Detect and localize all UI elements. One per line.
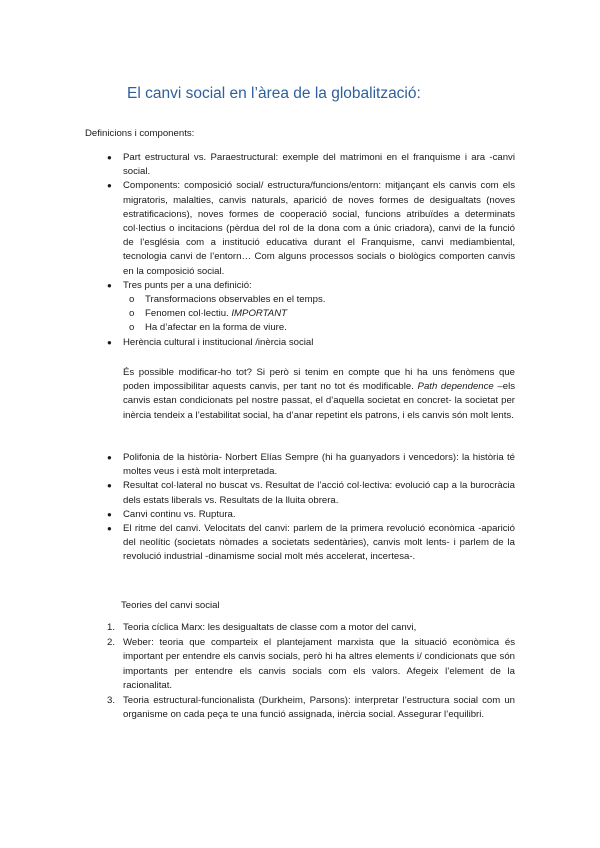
sublist-item: o Transformacions observables en el temps. — [85, 293, 515, 307]
bullet-icon: ● — [107, 481, 112, 491]
circle-bullet-icon: o — [129, 322, 135, 334]
list-item: ● El ritme del canvi. Velocitats del canvi: parlem de la primera revolució econòmica -aparició del neolític (societats nòmades a societats sedentàries), canvis molt lents- i parlem de la revolució industrial -dinamisme social molt més accelerat, incertesa-. — [107, 523, 515, 563]
list-item: ● Canvi continu vs. Ruptura. — [85, 508, 515, 522]
numbered-item: 1. Teoria cíclica Marx: les desigualtats de classe com a motor del canvi, — [107, 622, 417, 633]
list-item: ● Components: composició social/ estructura/funcions/entorn: mitjançant els canvis com els migratoris, malalties, canvis naturals, aparició de noves formes de desigualtats (noves estratificacions), noves formes de cooperació social, funcions atribuïdes a determinats col·lectius o incitacions (pèrdua del rol de la dona com a únic criadora), canvi de la funció de l’església com a institució educativa durant el Franquisme, canvi mediambiental, tecnologia canvi de l’entorn… Com alguns processos socials o biològics comporten canvis en la composició social. — [107, 180, 515, 277]
list-item: ● Polifonia de la història- Norbert Elías Sempre (hi ha guanyadors i vencedors): la història té moltes veus i està molt interpretada. — [107, 452, 515, 478]
bullet-icon: ● — [107, 453, 112, 462]
list-item: ● Herència cultural i institucional /inèrcia social — [85, 336, 515, 350]
page-title: El canvi social en l’àrea de la globalització: — [127, 85, 421, 102]
sublist-item: o Ha d’afectar en la forma de viure. — [85, 321, 515, 335]
list-item: ● Part estructural vs. Paraestructural: exemple del matrimoni en el franquisme i ara -canvi social. — [107, 152, 515, 178]
bullet-list-definitions — [85, 151, 515, 350]
bullet-icon: ● — [107, 524, 112, 534]
bullet-icon: ● — [107, 337, 112, 347]
circle-bullet-icon: o — [129, 294, 135, 306]
list-item: ● Tres punts per a una definició: — [85, 279, 515, 293]
bullet-icon: ● — [107, 280, 112, 290]
numbered-item: 3. Teoria estructural-funcionalista (Durkheim, Parsons): interpretar l’estructura social com un organisme on cada peça te una funció assignada, inèrcia social. Assegurar l’equilibri. — [107, 695, 515, 721]
section-heading-teories: Teories del canvi social — [121, 600, 220, 611]
list-item: ● Resultat col·lateral no buscat vs. Resultat de l’acció col·lectiva: evolució cap a la burocràcia dels estats liberals vs. Resultats de la lluita obrera. — [107, 480, 515, 506]
bullet-icon: ● — [107, 181, 112, 191]
circle-bullet-icon: o — [129, 308, 135, 320]
bullet-icon: ● — [107, 509, 112, 519]
numbered-list-teories — [85, 621, 515, 723]
sublist-item: o Fenomen col·lectiu. IMPORTANT — [85, 307, 515, 321]
bullet-list-theories — [85, 451, 515, 565]
bullet-icon: ● — [107, 153, 112, 162]
numbered-item: 2. Weber: teoria que comparteix el plantejament marxista que la situació econòmica és important per entendre els canvis socials, però hi ha altres elements i/ condicionats que són importants per entendre els canvis socials com els valors. Afegeix l’element de la racionalitat. — [107, 637, 515, 691]
section-heading-definitions: Definicions i components: — [85, 128, 195, 139]
paragraph-path-dependence: És possible modificar-ho tot? Si però si tenim en compte que hi ha uns fenòmens que poden impossibilitar aquests canvis, per tant no tot és modificable. Path dependence –els canvis estan condicionats pel nostre passat, el d’aquella societat en concret- la societat per inèrcia tendeix a l’estabilitat social, ha d’anar repetint els patrons, i els canvis són molt lents. — [123, 367, 515, 421]
